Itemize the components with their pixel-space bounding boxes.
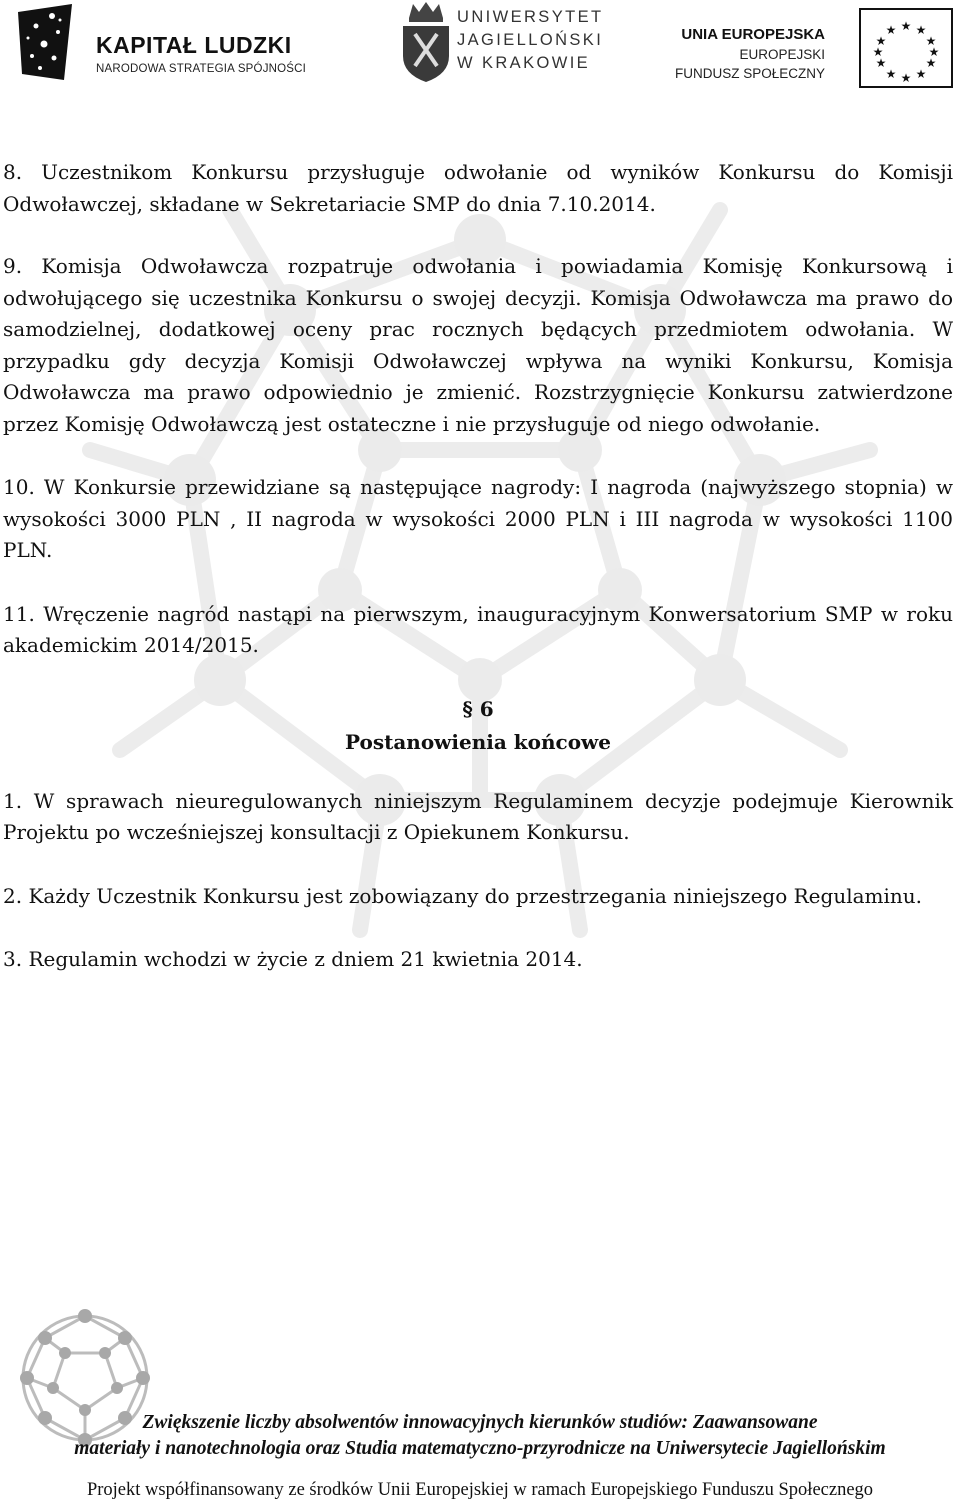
university-line-1: UNIWERSYTET xyxy=(457,8,604,26)
svg-text:★: ★ xyxy=(915,67,927,81)
page-header xyxy=(0,0,960,100)
final-provision-3: 3. Regulamin wchodzi w życie z dniem 21 kwietnia 2014. xyxy=(3,947,583,971)
eu-text xyxy=(673,24,825,83)
paragraph-8: 8. Uczestnikom Konkursu przysługuje odwołanie od wyników Konkursu do Komisji Odwoławczej, składane w Sekretariacie SMP do dnia 7.10.2014. xyxy=(3,160,953,216)
section-number: § 6 xyxy=(462,696,494,721)
kapital-ludzki-title: KAPITAŁ LUDZKI xyxy=(96,32,292,58)
svg-text:★: ★ xyxy=(900,19,912,33)
document-body xyxy=(3,157,953,1008)
project-title xyxy=(0,1410,960,1462)
university-crest-icon xyxy=(399,0,453,84)
university-name xyxy=(457,6,603,75)
eu-logo xyxy=(665,2,960,92)
paragraph-10: 10. W Konkursie przewidziane są następujące nagrody: I nagroda (najwyższego stopnia) w wysokości 3000 PLN , II nagroda w wysokości 2000 PLN i III nagroda w wysokości 1100 PLN. xyxy=(3,475,953,562)
final-provision-2: 2. Każdy Uczestnik Konkursu jest zobowiązany do przestrzegania niniejszego Regulaminu. xyxy=(3,883,922,908)
project-title-line-1: Zwiększenie liczby absolwentów innowacyjnych kierunków studiów: Zaawansowane xyxy=(142,1412,818,1433)
university-line-3: W KRAKOWIE xyxy=(457,54,591,72)
kapital-ludzki-logo xyxy=(14,2,307,86)
eu-line-3: FUNDUSZ SPOŁECZNY xyxy=(674,66,825,81)
paragraph-11: 11. Wręczenie nagród nastąpi na pierwszym, inauguracyjnym Konwersatorium SMP w roku akademickim 2014/2015. xyxy=(3,601,953,657)
paragraph-9: 9. Komisja Odwoławcza rozpatruje odwołania i powiadamia Komisję Konkursową i odwołującego się uczestnika Konkursu o swojej decyzji. Komisja Odwoławcza ma prawo do samodzielnej, dodatkowej oceny prac rocznych będących przedmiotem odwołania. W przypadku gdy decyzja Komisji Odwoławczej wpływa na wyniki Konkursu, Komisja Odwoławcza ma prawo odpowiednio je zmienić. Rozstrzygnięcie Konkursu zatwierdzone przez Komisję Odwoławczą jest ostateczne i nie przysługuje od niego odwołanie. xyxy=(3,254,953,436)
university-line-2: JAGIELLOŃSKI xyxy=(457,31,604,49)
svg-text:★: ★ xyxy=(872,45,884,59)
svg-text:★: ★ xyxy=(875,34,887,48)
funding-note: Projekt współfinansowany ze środków Unii Europejskiej w ramach Europejskiego Funduszu Społecznego xyxy=(86,1480,874,1500)
final-provision-1: 1. W sprawach nieuregulowanych niniejszym Regulaminem decyzje podejmuje Kierownik Projektu po wcześniejszej konsultacji z Opiekunem Konkursu. xyxy=(3,788,953,844)
svg-text:★: ★ xyxy=(885,67,897,81)
eu-line-1: UNIA EUROPEJSKA xyxy=(681,26,825,43)
section-title: Postanowienia końcowe xyxy=(345,729,611,754)
svg-text:★: ★ xyxy=(925,34,937,48)
svg-text:★: ★ xyxy=(928,45,940,59)
kapital-ludzki-subtitle: NARODOWA STRATEGIA SPÓJNOŚCI xyxy=(96,63,307,75)
svg-text:★: ★ xyxy=(900,71,912,85)
svg-text:★: ★ xyxy=(885,23,897,37)
svg-text:★: ★ xyxy=(925,56,937,70)
kapital-ludzki-emblem-icon xyxy=(14,2,78,82)
eu-line-2: EUROPEJSKI xyxy=(739,47,825,62)
jagiellonian-university-logo xyxy=(395,0,605,86)
svg-text:★: ★ xyxy=(915,23,927,37)
svg-text:★: ★ xyxy=(875,56,887,70)
eu-flag-icon xyxy=(859,8,953,88)
project-title-line-2: materiały i nanotechnologia oraz Studia matematyczno-przyrodnicze na Uniwersytecie Jagiellońskim xyxy=(74,1438,886,1459)
